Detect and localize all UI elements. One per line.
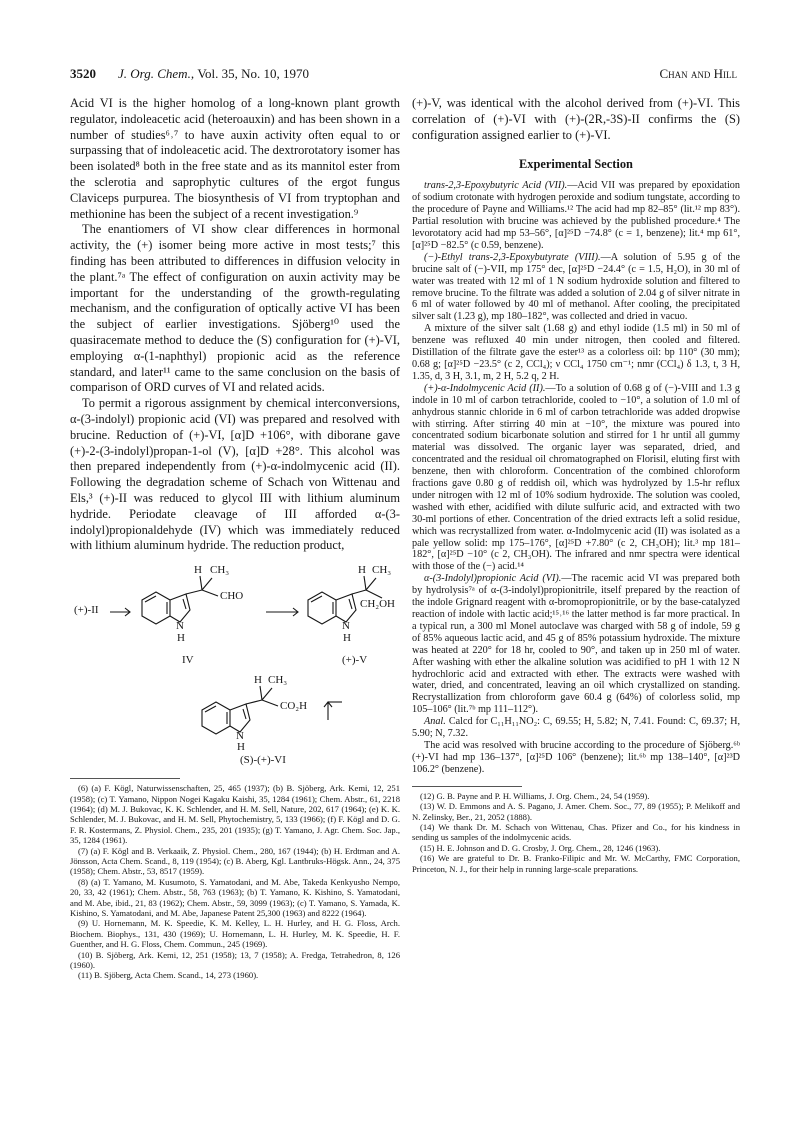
scheme-nh-v: H [343, 632, 351, 645]
scheme-cho: CHO [220, 590, 244, 603]
footnote-12: (12) G. B. Payne and P. H. Williams, J. Org. Chem., 24, 54 (1959). [420, 790, 650, 801]
page-number: 3520 [70, 66, 96, 81]
scheme-nh-iv: H [177, 632, 185, 645]
scheme-label-iv: IV [182, 654, 194, 667]
scheme-nh-vi: H [237, 741, 245, 754]
footnote-8: (8) (a) T. Yamano, M. Kusumoto, S. Yamatodani, and M. Abe, Takeda Kenkyusho Nempo, 20, 33, 42 (1961); Chem. Abstr., 58, 763 (1963); (b) T. Yamano, K. Kishino, S. Yamatodani, and M. Abe, ibid., 21, 83 (1962); Chem. Abstr., 59, 3099 (1963); (c) T. Yamano, S. Yamada, K. Kishino, S. Yamatodani, and M. Abe, Japanese Patent 25,300 (1963) and 8222 (1964). [70, 876, 400, 918]
procedure-text-ii: —To a solution of 0.68 g of (−)-VIII and 1.3 g indole in 10 ml of carbon tetrachloride, cooled to −10°, a solution of 1.0 ml of anhydrous stannic chloride in 6 ml of carbon tetrachloride was added dropwise with stirring. After stirring 40 min at −10°, the mixture was poured into concentrated sodium bicarbonate solution and stirred for 1 hr until all gummy material was dissolved. The organic layer was separated, dried, and concentrated and the residual oil chromatographed on Florisil, eluting first with benzene, then with chloroform. Concentration of the combined chloroform fractions gave 0.80 g of reddish oil, which was hydrolyzed by 1.5-hr reflux under nitrogen with 12 ml of 10% sodium hydroxide. The solution was cooled, washed with ether, acidified with dilute sulfuric acid, and extracted with two 30-ml portions of ether. Concentration of the dried extracts left a solid residue, which was recrystallized from water. α-Indolmycenic acid (II) was isolated as a pale yellow solid: mp 175–176°, [α]²⁵D +7.80° (c 2, CH₃OH); lit.³ mp 181–182°, [α]²⁵D −10° (c 2, CH₃OH). The infrared and nmr spectra were identical with those of the (−) acid.¹⁴ [412, 382, 740, 573]
scheme-h-v: H [358, 564, 366, 577]
scheme-h-iv: H [194, 564, 202, 577]
footnote-10: (10) B. Sjöberg, Ark. Kemi, 12, 251 (1958); 13, 7 (1958); A. Fredga, Tetrahedron, 8, 126 (1960). [70, 949, 400, 971]
left-column [70, 96, 400, 981]
procedure-ester-distillation: A mixture of the silver salt (1.68 g) and ethyl iodide (1.5 ml) in 50 ml of benzene was refluxed 40 min under nitrogen, then cooled and filtered. Distillation of the filtrate gave the ester¹³ as a colorless oil: bp 110° (30 mm); 0.68 g; [α]²⁵D −23.5° (c 2, CCl₄); ν CCl₄ 1750 cm⁻¹; nmr (CCl₄) δ 1.3, t, 3 H, 1.35, d, 3 H, 3.1, m, 2 H, 5.2 q, 2 H. [412, 323, 740, 382]
scheme-n-vi: N [236, 730, 244, 743]
journal-name: J. Org. Chem., [118, 66, 195, 81]
analysis-values: Calcd for C₁₁H₁₁NO₂: C, 69.55; H, 5.82; N, 7.41. Found: C, 69.37; H, 5.90; N, 7.32. [412, 716, 740, 740]
reaction-scheme [70, 560, 400, 768]
footnote-9: (9) U. Hornemann, M. K. Speedie, K. M. Kelley, L. H. Hurley, and H. G. Floss, Arch. Biochem. Biophys., 131, 430 (1969); U. Hornemann, L. H. Hurley, M. K. Speedie, H. F. Guenther, and H. G. Floss, Chem. Commun., 245 (1969). [70, 918, 400, 950]
procedure-indolmycenic-acid [412, 383, 740, 574]
journal-volume: Vol. 35, No. 10, 1970 [197, 66, 310, 81]
scheme-ch2oh: CH₂OH [360, 598, 396, 611]
footnote-14: (14) We thank Dr. M. Schach von Wittenau, Chas. Pfizer and Co., for his kindness in sending us samples of the indolmycenic acids. [412, 821, 740, 843]
procedure-heading-vi: α-(3-Indolyl)propionic Acid (VI). [424, 573, 562, 585]
journal-citation [118, 66, 309, 82]
running-header [70, 66, 737, 84]
scheme-label-v: (+)-V [342, 654, 368, 667]
footnote-16: (16) We are grateful to Dr. B. Franko-Filipic and Mr. W. McCarthy, FMC Corporation, Princeton, N. J., for their help in running large-scale preparations. [412, 853, 740, 874]
running-authors: Chan and Hill [659, 66, 737, 81]
paragraph-continuation: (+)-V, was identical with the alcohol derived from (+)-VI. This correlation of (+)-VI with (+)-(2R,-3S)-II confirms the (S) configuration assigned earlier to (+)-VI. [412, 96, 740, 142]
scheme-start-compound: (+)-II [74, 604, 99, 617]
paragraph-assignment: To permit a rigorous assignment by chemical interconversions, α-(3-indolyl) propionic acid (VI) was prepared and resolved with brucine. Reduction of (+)-VI, [α]D +106°, with diborane gave (+)-2-(3-indolyl)propan-1-ol (V), [α]D +28°. This alcohol was then prepared independently from (+)-α-indolmycenic acid (II). Following the degradation scheme of Schach von Wittenau and Els,³ (+)-II was reduced to glycol III with lithium aluminum hydride. Periodate cleavage of III afforded α-(3-indolyl)propionaldehyde (IV) which was immediately reduced with lithium aluminum hydride. The reduction product, [70, 396, 400, 553]
scheme-ch3-iv: CH₃ [210, 564, 230, 577]
procedure-ethyl-epoxybutyrate [412, 252, 740, 323]
procedure-text-viii: —A solution of 5.95 g of the brucine salt of (−)-VII, mp 175° dec, [α]²⁵D −24.4° (c = 1.5, H₂O), in 30 ml of water was treated with 12 ml of 1 N sodium hydroxide solution and filtered to remove brucine. To the filtrate was added a solution of 2.04 g of silver nitrate in 6 ml of water followed by 40 ml of methanol. After cooling, the precipitated silver salt (1.23 g), mp 180–182°, was collected and dried in vacuo. [412, 251, 740, 323]
scheme-h-vi: H [254, 674, 262, 687]
scheme-label-vi: (S)-(+)-VI [240, 754, 286, 767]
elemental-analysis [412, 716, 740, 740]
procedure-heading-viii: (−)-Ethyl trans-2,3-Epoxybutyrate (VIII). [424, 251, 601, 263]
scheme-co2h: CO₂H [280, 700, 308, 713]
footnote-15: (15) H. E. Johnson and D. G. Crosby, J. Org. Chem., 28, 1246 (1963). [420, 842, 661, 853]
footnote-7: (7) (a) F. Kögl and B. Verkaaik, Z. Physiol. Chem., 280, 167 (1944); (b) H. Erdtman and A. Jönsson, Acta Chem. Scand., 8, 119 (1954); (c) B. Aberg, Kgl. Lantbruks-Högsk. Ann., 24, 375 (1958); Chem. Abstr., 53, 8517 (1959). [70, 845, 400, 877]
procedure-epoxybutyric-acid [412, 180, 740, 251]
footnote-13: (13) W. D. Emmons and A. S. Pagano, J. Amer. Chem. Soc., 77, 89 (1955); P. Melikoff and N. Zelinsky, Ber., 21, 2052 (1888). [412, 801, 740, 822]
footnote-6: (6) (a) F. Kögl, Naturwissenschaften, 25, 465 (1937); (b) B. Sjöberg, Ark. Kemi, 12, 251 (1958); (c) T. Yamano, Nippon Nogei Kagaku Kaishi, 35, 1284 (1961); Chem. Abstr., 61, 2218 (1964); (d) M. J. Bukovac, K. K. Schlender, and H. M. Sell, Nature, 202, 617 (1964); (e) K. K. Schlender, M. J. Bukovac, and H. M. Sell, Phytochemistry, 5, 133 (1966); (f) F. Kögl and D. G. F. R. Kostermans, Z. Physiol. Chem., 235, 201 (1935); (g) T. Yamano, J. Agr. Chem. Soc. Jap., 35, 1284 (1961). [70, 783, 400, 846]
procedure-resolution: The acid was resolved with brucine according to the procedure of Sjöberg.⁶ᵇ (+)-VI had mp 136–137°, [α]²⁵D 106° (benzene); lit.⁶ᵇ mp 138–140°, [α]²³D 106.2° (benzene). [412, 739, 740, 775]
footnote-rule [70, 778, 180, 779]
procedure-indolylpropionic-acid [412, 573, 740, 716]
footnote-11: (11) B. Sjöberg, Acta Chem. Scand., 14, 273 (1960). [78, 970, 259, 981]
footnote-rule-right [412, 786, 522, 787]
procedure-text-vii: —Acid VII was prepared by epoxidation of sodium crotonate with hydrogen peroxide and sodium tungstate, according to the procedure of Payne and Williams.¹² The acid had mp 82–85° (lit.¹² mp 83°). Partial resolution with brucine was achieved by the published procedure.⁴ The levorotatory acid had mp 53–56°, [α]²⁵D −74.8° (c = 1, benzene); lit.⁴ mp 61°, [α]²⁵D −82.5° (c 0.59, benzene). [412, 180, 740, 251]
scheme-n-iv: N [176, 620, 184, 633]
procedure-heading-ii: (+)-α-Indolmycenic Acid (II). [424, 382, 546, 394]
scheme-ch3-v: CH₃ [372, 564, 392, 577]
paragraph-intro: Acid VI is the higher homolog of a long-known plant growth regulator, indoleacetic acid (heteroauxin) and has been shown in a number of studies⁶˒⁷ to have auxin activity often equal to or surpassing that of indoleacetic acid. The dextrorotatory isomer has been isolated⁸ both in the free state and as its mannitol ester from the sclerotia and saprophytic cultures of the ergot fungus Claviceps purpurea. The biosynthesis of VI from tryptophan and methionine has been the subject of a recent investigation.⁹ [70, 96, 400, 221]
procedure-text-vi: —The racemic acid VI was prepared both by hydrolysis⁷ᵃ of α-(3-indolyl)propionitrile, itself prepared by the reaction of the indole Grignard reagent with α-bromopropionitrile, or by the base-catalyzed reaction of indole with lactic acid;¹⁵˒¹⁶ the latter method is far more practical. In a typical run, a 300 ml Monel autoclave was charged with 58 g of indole, 59 g of 85% aqueous lactic acid, and 45 g of 85% potassium hydroxide. The mixture was heated at 220° for 18 hr, cooled to 90°, and taken up in 250 ml of water. After washing with ether the alkaline solution was acidified to pH 1 with 12 N hydrochloric acid and extracted with ether. The extracts were washed with water, dried, and concentrated, leaving an oil which crystallized on standing. Recrystallization from chloroform gave 60.4 g (64%) of colorless solid, mp 105–106° (lit.⁷ᵇ mp 111–112°). [412, 573, 740, 716]
scheme-n-v: N [342, 620, 350, 633]
analysis-label: Anal. [424, 716, 446, 728]
right-column [412, 96, 740, 874]
scheme-ch3-vi: CH₃ [268, 674, 288, 687]
paragraph-enantiomers: The enantiomers of VI show clear differences in hormonal activity, the (+) isomer being more active in most tests;⁷ this finding has been attributed to differences in diffusion velocity in the plant.⁷ᵃ The effect of configuration on auxin activity may be important for the understanding of the growth-regulating mechanism, and the configuration of optically active VI has been the subject of earlier investigations. Sjöberg¹⁰ used the quasiracemate method to deduce the (S) configuration for (+)-VI, employing α-(1-naphthyl) propionic acid as the reference standard, and later¹¹ came to the same conclusion on the basis of comparison of ORD curves of VI and related acids. [70, 222, 400, 395]
section-title-experimental: Experimental Section [519, 157, 633, 172]
procedure-heading-vii: trans-2,3-Epoxybutyric Acid (VII). [424, 180, 568, 192]
